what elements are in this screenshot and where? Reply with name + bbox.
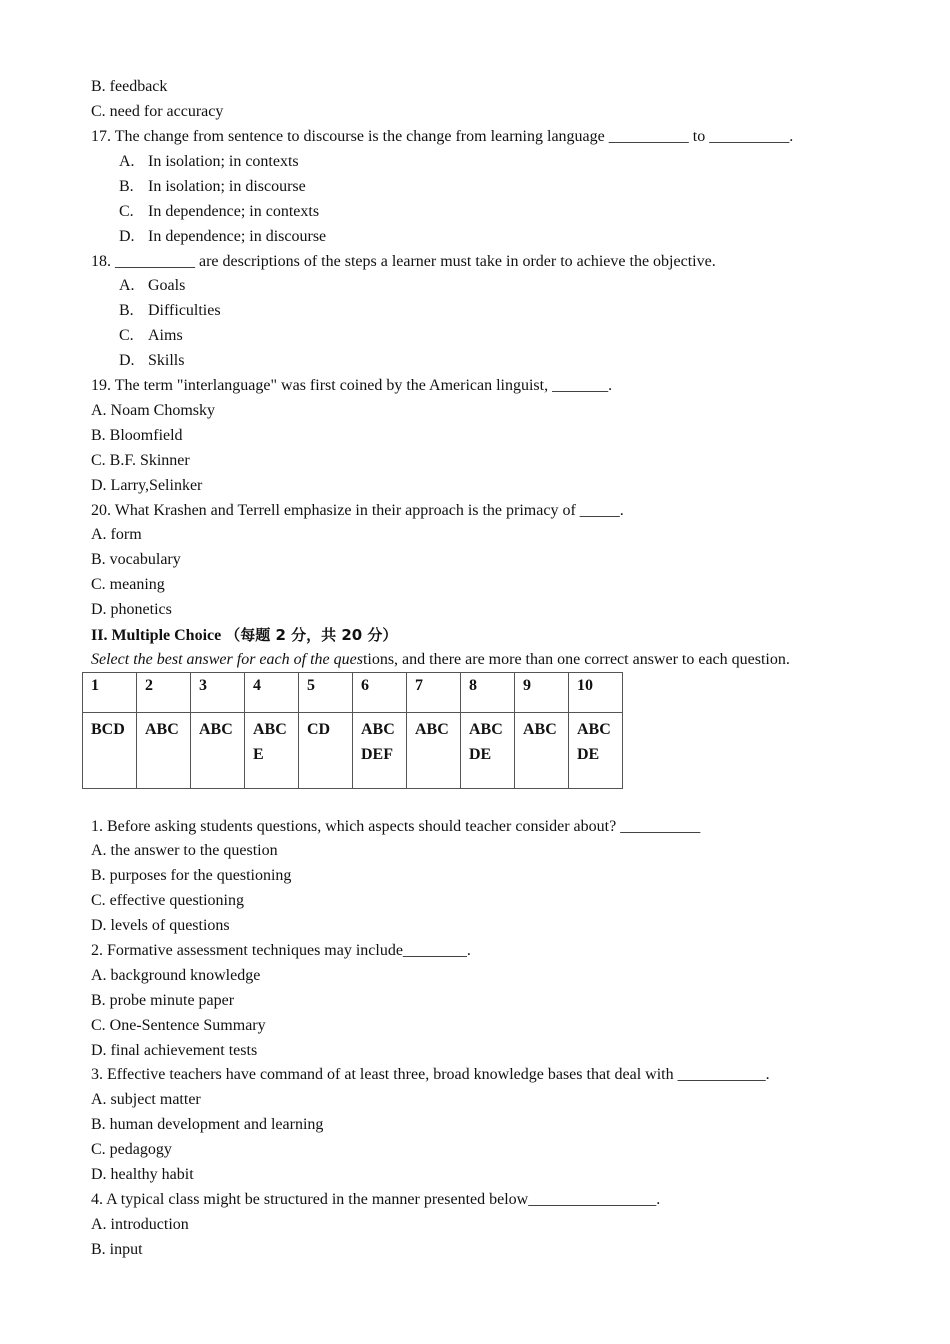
option-line: C. One-Sentence Summary	[91, 1017, 266, 1034]
option-line: A. subject matter	[91, 1091, 201, 1108]
option-line: A. background knowledge	[91, 967, 261, 984]
option-line: D. levels of questions	[91, 917, 230, 934]
answer-cell: ABC	[515, 713, 569, 789]
q18-option-a: A. Goals	[119, 277, 186, 294]
question-number-cell: 10	[569, 673, 623, 713]
option-line: D. healthy habit	[91, 1166, 194, 1183]
option-line: C. pedagogy	[91, 1141, 172, 1158]
answer-cell: ABCDE	[569, 713, 623, 789]
option-line: B. input	[91, 1241, 143, 1258]
section-heading: II. Multiple Choice （每题 2 分，共 20 分）	[91, 626, 398, 644]
option-line: C. B.F. Skinner	[91, 452, 190, 469]
q18-option-d: D. Skills	[119, 352, 185, 369]
question-number-cell: 3	[191, 673, 245, 713]
question-4: 4. A typical class might be structured in the manner presented below________________.	[91, 1191, 661, 1208]
answer-cell: ABC	[191, 713, 245, 789]
q17-option-b: B. In isolation; in discourse	[119, 178, 306, 195]
section-instruction: Select the best answer for each of the questions, and there are more than one correct answer to each question.	[91, 651, 790, 668]
option-line: A. the answer to the question	[91, 842, 278, 859]
option-line: B. Bloomfield	[91, 427, 183, 444]
answer-table	[82, 672, 623, 789]
answer-cell: BCD	[83, 713, 137, 789]
question-number-cell: 7	[407, 673, 461, 713]
question-17: 17. The change from sentence to discourse is the change from learning language __________ to __________.	[91, 128, 794, 145]
answer-table-answer-row	[83, 713, 623, 789]
q18-option-b: B. Difficulties	[119, 302, 221, 319]
question-number-cell: 2	[137, 673, 191, 713]
question-number-cell: 8	[461, 673, 515, 713]
option-line: A. form	[91, 526, 142, 543]
option-line: B. human development and learning	[91, 1116, 324, 1133]
answer-cell: ABC	[137, 713, 191, 789]
question-number-cell: 5	[299, 673, 353, 713]
option-line: B. purposes for the questioning	[91, 867, 292, 884]
answer-cell: ABCDEF	[353, 713, 407, 789]
question-19: 19. The term "interlanguage" was first coined by the American linguist, _______.	[91, 377, 613, 394]
question-20: 20. What Krashen and Terrell emphasize in their approach is the primacy of _____.	[91, 502, 624, 519]
option-line: C. meaning	[91, 576, 165, 593]
q17-option-a: A. In isolation; in contexts	[119, 153, 299, 170]
question-1: 1. Before asking students questions, which aspects should teacher consider about? __________	[91, 818, 701, 835]
question-3: 3. Effective teachers have command of at least three, broad knowledge bases that deal with ___________.	[91, 1066, 770, 1083]
option-line: B. vocabulary	[91, 551, 181, 568]
option-line: D. final achievement tests	[91, 1042, 258, 1059]
q17-option-c: C. In dependence; in contexts	[119, 203, 320, 220]
question-number-cell: 6	[353, 673, 407, 713]
option-line: B. probe minute paper	[91, 992, 235, 1009]
option-line: C. need for accuracy	[91, 103, 224, 120]
q18-option-c: C. Aims	[119, 327, 183, 344]
question-2: 2. Formative assessment techniques may include________.	[91, 942, 471, 959]
option-line: C. effective questioning	[91, 892, 244, 909]
question-18: 18. __________ are descriptions of the steps a learner must take in order to achieve the objective.	[91, 253, 716, 270]
answer-cell: ABCE	[245, 713, 299, 789]
question-number-cell: 9	[515, 673, 569, 713]
option-line: A. introduction	[91, 1216, 189, 1233]
option-line: D. Larry,Selinker	[91, 477, 203, 494]
answer-cell: CD	[299, 713, 353, 789]
option-line: A. Noam Chomsky	[91, 402, 215, 419]
question-number-cell: 1	[83, 673, 137, 713]
option-line: D. phonetics	[91, 601, 172, 618]
answer-cell: ABCDE	[461, 713, 515, 789]
answer-cell: ABC	[407, 713, 461, 789]
answer-table-header-row	[83, 673, 623, 713]
option-line: B. feedback	[91, 78, 168, 95]
question-number-cell: 4	[245, 673, 299, 713]
q17-option-d: D. In dependence; in discourse	[119, 228, 327, 245]
